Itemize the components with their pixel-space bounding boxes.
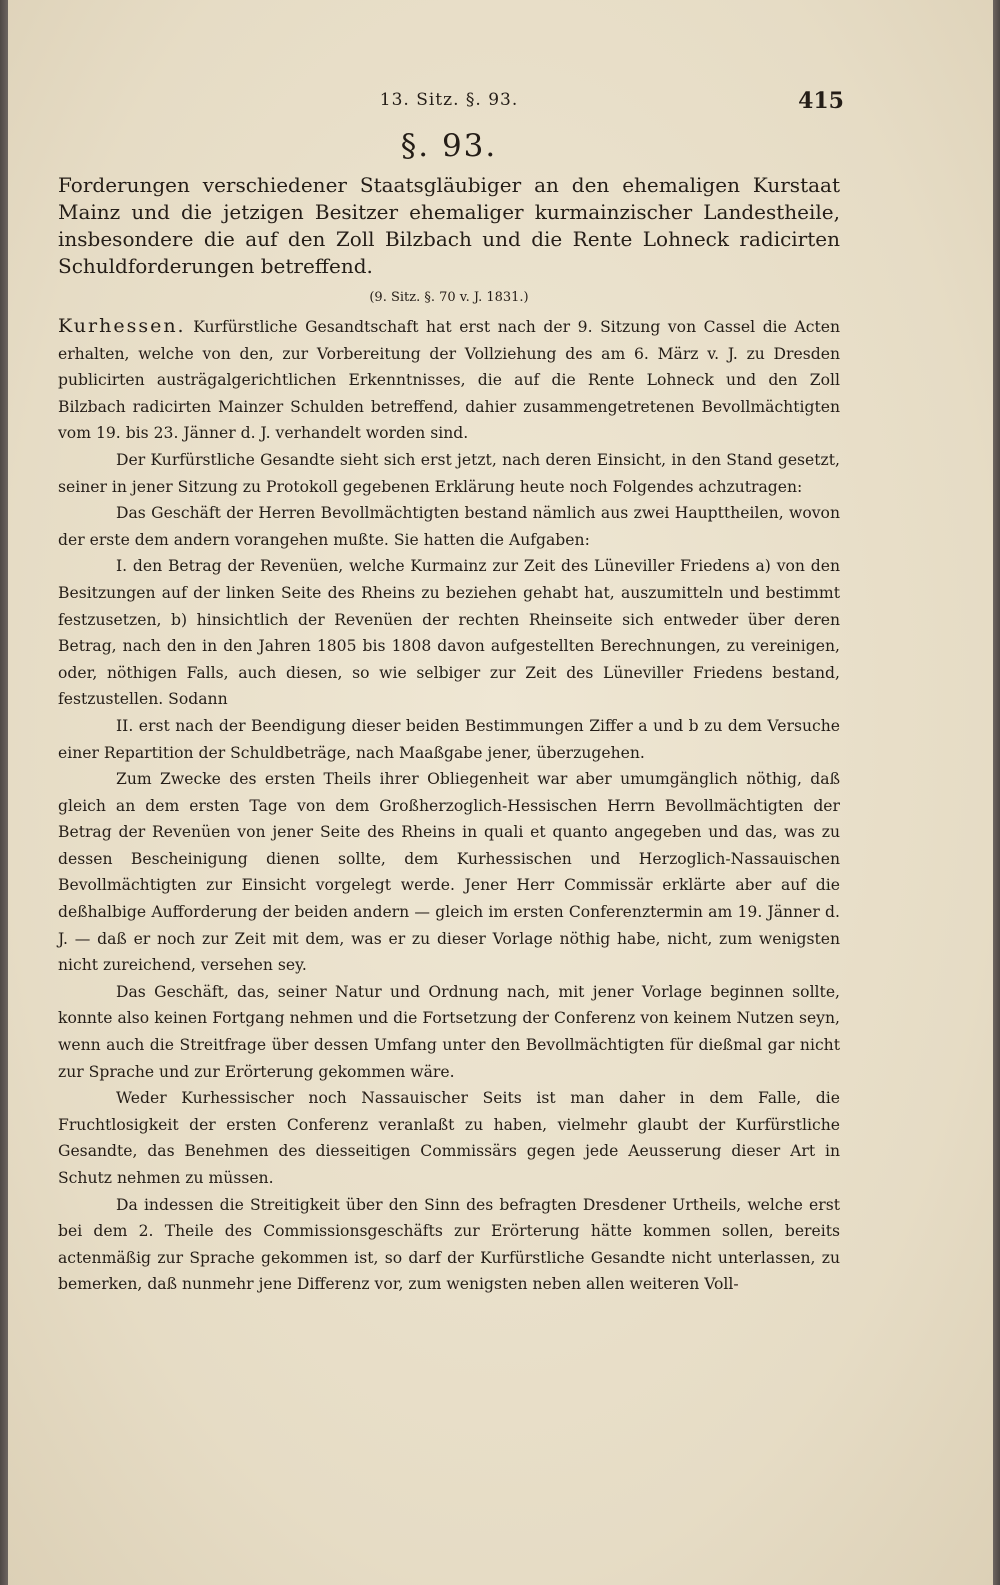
running-head [58, 88, 844, 122]
paragraph: Das Geschäft der Herren Bevollmächtigten bestand nämlich aus zwei Haupttheilen, wovon der erste dem andern vorangehen mußte. Sie hatten die Aufgaben: [58, 504, 840, 549]
section-title: Forderungen verschiedener Staatsgläubiger an den ehemaligen Kurstaat Mainz und die jetzigen Besitzer ehemaliger kurmainzischer Landestheile, insbesondere die auf den Zoll Bilzbach und die Rente Lohneck radicirten Schuldforderungen betreffend. [58, 173, 840, 278]
paragraph-item-i: I. den Betrag der Revenüen, welche Kurmainz zur Zeit des Lüneviller Friedens a) von den Besitzungen auf der linken Seite des Rheins zu beziehen gehabt hat, auszumitteln und bestimmt festzusetzen, b) hinsichtlich der Revenüen der rechten Rheinseite sich entweder über deren Betrag, nach den in den Jahren 1805 bis 1808 davon aufgestellten Berechnungen, zu vereinigen, oder, nöthigen Falls, auch diesen, so wie selbiger zur Zeit des Lüneviller Friedens bestand, festzustellen. Sodann [58, 557, 840, 709]
paragraph-item-ii: II. erst nach der Beendigung dieser beiden Bestimmungen Ziffer a und b zu dem Versuche einer Repartition der Schuldbeträge, nach Maaßgabe jener, überzugehen. [58, 716, 840, 762]
page-number: 415 [798, 88, 844, 114]
page-content [58, 88, 844, 1298]
paragraph: Zum Zwecke des ersten Theils ihrer Obliegenheit war aber umumgänglich nöthig, daß gleich an dem ersten Tage von dem Großherzoglich-Hessischen Herrn Bevollmächtigten der Betrag der Revenüen von jener Seite des Rheins in quali et quanto angegeben und das, was zu dessen Bescheinigung dienen sollte, dem Kurhessischen und Herzoglich-Nassauischen Bevollmächtigten zur Einsicht vorgelegt werde. Jener Herr Commissär erklärte aber auf die deßhalbige Aufforderung der beiden andern — gleich im ersten Conferenztermin am 19. Jänner d. J. — daß er noch zur Zeit mit dem, was er zu dieser Vorlage nöthig habe, nicht, zum wenigsten nicht zureichend, versehen sey. [58, 770, 840, 975]
state-lead: Kurhessen. [58, 315, 186, 337]
right-page-edge [993, 0, 1000, 1585]
paragraph: Da indessen die Streitigkeit über den Sinn des befragten Dresdener Urtheils, welche erst bei dem 2. Theile des Commissionsgeschäfts zur Erörterung hätte kommen sollen, bereits actenmäßig zur Sprache gekommen ist, so darf der Kurfürstliche Gesandte nicht unterlassen, zu bemerken, daß nunmehr jene Differenz vor, zum wenigsten neben allen weiteren Voll- [58, 1195, 840, 1294]
paragraph: Weder Kurhessischer noch Nassauischer Seits ist man daher in dem Falle, die Fruchtlosigkeit der ersten Conferenz veranlaßt zu haben, vielmehr glaubt der Kurfürstliche Gesandte, das Benehmen des diesseitigen Commissärs gegen jede Aeusserung dieser Art in Schutz nehmen zu müssen. [58, 1089, 840, 1187]
left-page-edge [0, 0, 8, 1585]
paragraph: Der Kurfürstliche Gesandte sieht sich erst jetzt, nach deren Einsicht, in den Stand gesetzt, seiner in jener Sitzung zu Protokoll gegebenen Erklärung heute noch Folgendes achzutragen: [58, 450, 840, 496]
section-number: §. 93. [400, 128, 498, 164]
paragraph-kurhessen [58, 313, 840, 447]
section-reference: (9. Sitz. §. 70 v. J. 1831.) [369, 290, 529, 305]
paragraph-text: Kurfürstliche Gesandtschaft hat erst nach der 9. Sitzung von Cassel die Acten erhalten, welche von den, zur Vorbereitung der Vollziehung des am 6. März v. J. zu Dresden publicirten austrägalgerichtlichen Erkenntnisses, die auf die Rente Lohneck und den Zoll Bilzbach radicirten Mainzer Schulden betreffend, dahier zusammengetretenen Bevollmächtigten vom 19. bis 23. Jänner d. J. verhandelt worden sind. [58, 318, 840, 443]
paragraph: Das Geschäft, das, seiner Natur und Ordnung nach, mit jener Vorlage beginnen sollte, konnte also keinen Fortgang nehmen und die Fortsetzung der Conferenz von keinem Nutzen seyn, wenn auch die Streitfrage über dessen Umfang unter den Bevollmächtigten für dießmal gar nicht zur Sprache und zur Erörterung gekommen wäre. [58, 982, 840, 1081]
running-title: 13. Sitz. §. 93. [379, 90, 519, 110]
